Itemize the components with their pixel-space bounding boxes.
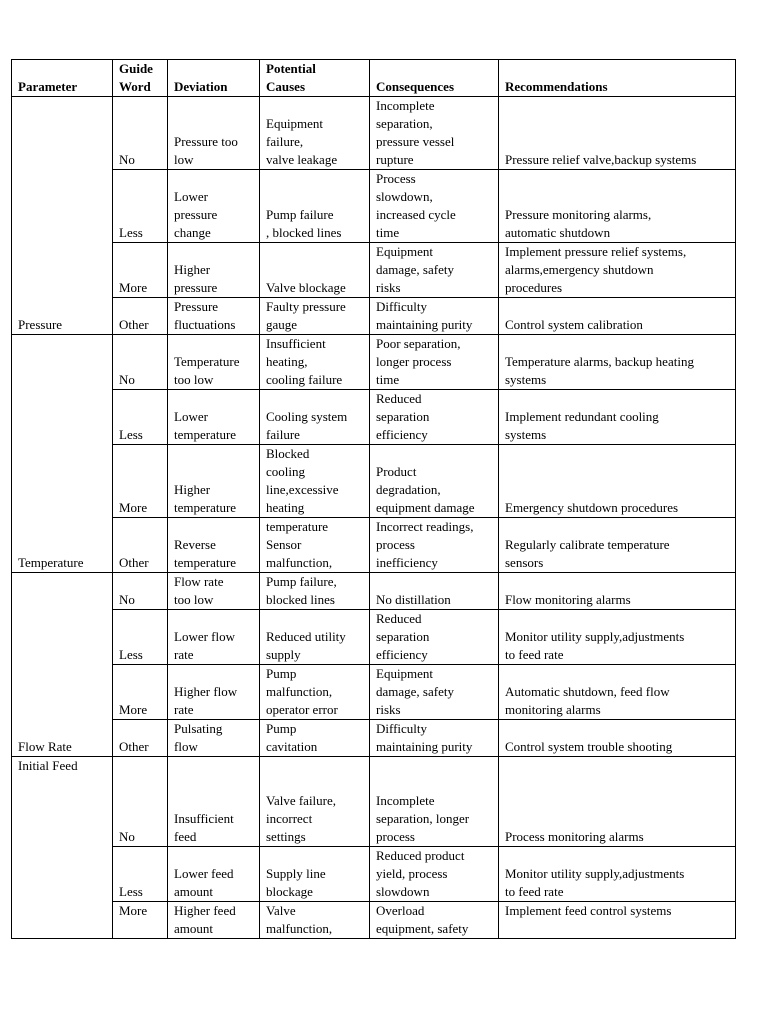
table-row bbox=[12, 298, 736, 335]
parameter-cell-temperature: Temperature bbox=[12, 335, 113, 573]
recommendations-cell: Process monitoring alarms bbox=[499, 757, 736, 847]
table-row bbox=[12, 390, 736, 445]
guide-word-cell: More bbox=[113, 243, 168, 298]
header-potential-causes: Potential Causes bbox=[260, 60, 370, 97]
causes-cell: Valve failure, incorrect settings bbox=[260, 757, 370, 847]
causes-cell: Insufficient heating, cooling failure bbox=[260, 335, 370, 390]
deviation-cell: Higher flow rate bbox=[168, 665, 260, 720]
causes-cell: Pump cavitation bbox=[260, 720, 370, 757]
deviation-cell: Higher temperature bbox=[168, 445, 260, 518]
header-row bbox=[12, 60, 736, 97]
deviation-cell: Lower flow rate bbox=[168, 610, 260, 665]
consequences-cell: Difficulty maintaining purity bbox=[370, 720, 499, 757]
guide-word-cell: Less bbox=[113, 170, 168, 243]
table-row bbox=[12, 847, 736, 902]
consequences-cell: Reduced product yield, process slowdown bbox=[370, 847, 499, 902]
header-deviation: Deviation bbox=[168, 60, 260, 97]
recommendations-cell: Emergency shutdown procedures bbox=[499, 445, 736, 518]
recommendations-cell: Pressure monitoring alarms, automatic shutdown bbox=[499, 170, 736, 243]
deviation-cell: Pressure fluctuations bbox=[168, 298, 260, 335]
table-row bbox=[12, 610, 736, 665]
consequences-cell: Process slowdown, increased cycle time bbox=[370, 170, 499, 243]
deviation-cell: Insufficient feed bbox=[168, 757, 260, 847]
deviation-cell: Lower feed amount bbox=[168, 847, 260, 902]
deviation-cell: Pressure too low bbox=[168, 97, 260, 170]
deviation-cell: Pulsating flow bbox=[168, 720, 260, 757]
consequences-cell: No distillation bbox=[370, 573, 499, 610]
consequences-cell: Poor separation, longer process time bbox=[370, 335, 499, 390]
guide-word-cell: Other bbox=[113, 298, 168, 335]
causes-cell: Cooling system failure bbox=[260, 390, 370, 445]
recommendations-cell: Implement feed control systems bbox=[499, 902, 736, 939]
guide-word-cell: No bbox=[113, 97, 168, 170]
header-recommendations: Recommendations bbox=[499, 60, 736, 97]
consequences-cell: Incomplete separation, pressure vessel rupture bbox=[370, 97, 499, 170]
header-guide-word: Guide Word bbox=[113, 60, 168, 97]
guide-word-cell: No bbox=[113, 335, 168, 390]
causes-cell: Pump malfunction, operator error bbox=[260, 665, 370, 720]
parameter-cell-flow-rate: Flow Rate bbox=[12, 573, 113, 757]
table-row bbox=[12, 757, 736, 847]
recommendations-cell: Temperature alarms, backup heating systems bbox=[499, 335, 736, 390]
causes-cell: temperature Sensor malfunction, bbox=[260, 518, 370, 573]
recommendations-cell: Flow monitoring alarms bbox=[499, 573, 736, 610]
consequences-cell: Reduced separation efficiency bbox=[370, 390, 499, 445]
guide-word-cell: More bbox=[113, 445, 168, 518]
parameter-cell-initial-feed: Initial Feed bbox=[12, 757, 113, 939]
guide-word-cell: Less bbox=[113, 610, 168, 665]
causes-cell: Valve malfunction, bbox=[260, 902, 370, 939]
guide-word-cell: No bbox=[113, 757, 168, 847]
consequences-cell: Difficulty maintaining purity bbox=[370, 298, 499, 335]
recommendations-cell: Monitor utility supply,adjustments to feed rate bbox=[499, 847, 736, 902]
table-row bbox=[12, 335, 736, 390]
consequences-cell: Incorrect readings, process inefficiency bbox=[370, 518, 499, 573]
deviation-cell: Higher feed amount bbox=[168, 902, 260, 939]
guide-word-cell: More bbox=[113, 902, 168, 939]
causes-cell: Pump failure, blocked lines bbox=[260, 573, 370, 610]
table-row bbox=[12, 573, 736, 610]
recommendations-cell: Implement pressure relief systems, alarms,emergency shutdown procedures bbox=[499, 243, 736, 298]
recommendations-cell: Automatic shutdown, feed flow monitoring alarms bbox=[499, 665, 736, 720]
consequences-cell: Product degradation, equipment damage bbox=[370, 445, 499, 518]
table-row bbox=[12, 720, 736, 757]
guide-word-cell: More bbox=[113, 665, 168, 720]
table-row bbox=[12, 445, 736, 518]
recommendations-cell: Monitor utility supply,adjustments to feed rate bbox=[499, 610, 736, 665]
guide-word-cell: Other bbox=[113, 518, 168, 573]
causes-cell: Equipment failure, valve leakage bbox=[260, 97, 370, 170]
recommendations-cell: Pressure relief valve,backup systems bbox=[499, 97, 736, 170]
guide-word-cell: Less bbox=[113, 847, 168, 902]
guide-word-cell: Other bbox=[113, 720, 168, 757]
header-consequences: Consequences bbox=[370, 60, 499, 97]
causes-cell: Supply line blockage bbox=[260, 847, 370, 902]
parameter-cell-pressure: Pressure bbox=[12, 97, 113, 335]
guide-word-cell: No bbox=[113, 573, 168, 610]
table-row bbox=[12, 170, 736, 243]
header-parameter: Parameter bbox=[12, 60, 113, 97]
deviation-cell: Higher pressure bbox=[168, 243, 260, 298]
table-row bbox=[12, 665, 736, 720]
table-row bbox=[12, 97, 736, 170]
table-row bbox=[12, 518, 736, 573]
consequences-cell: Reduced separation efficiency bbox=[370, 610, 499, 665]
hazop-table bbox=[11, 59, 736, 939]
consequences-cell: Incomplete separation, longer process bbox=[370, 757, 499, 847]
recommendations-cell: Implement redundant cooling systems bbox=[499, 390, 736, 445]
deviation-cell: Lower pressure change bbox=[168, 170, 260, 243]
causes-cell: Valve blockage bbox=[260, 243, 370, 298]
deviation-cell: Reverse temperature bbox=[168, 518, 260, 573]
deviation-cell: Flow rate too low bbox=[168, 573, 260, 610]
recommendations-cell: Control system calibration bbox=[499, 298, 736, 335]
table-row bbox=[12, 243, 736, 298]
deviation-cell: Lower temperature bbox=[168, 390, 260, 445]
causes-cell: Pump failure , blocked lines bbox=[260, 170, 370, 243]
consequences-cell: Overload equipment, safety bbox=[370, 902, 499, 939]
recommendations-cell: Control system trouble shooting bbox=[499, 720, 736, 757]
consequences-cell: Equipment damage, safety risks bbox=[370, 665, 499, 720]
causes-cell: Reduced utility supply bbox=[260, 610, 370, 665]
guide-word-cell: Less bbox=[113, 390, 168, 445]
causes-cell: Faulty pressure gauge bbox=[260, 298, 370, 335]
consequences-cell: Equipment damage, safety risks bbox=[370, 243, 499, 298]
causes-cell: Blocked cooling line,excessive heating bbox=[260, 445, 370, 518]
table-row bbox=[12, 902, 736, 939]
recommendations-cell: Regularly calibrate temperature sensors bbox=[499, 518, 736, 573]
deviation-cell: Temperature too low bbox=[168, 335, 260, 390]
